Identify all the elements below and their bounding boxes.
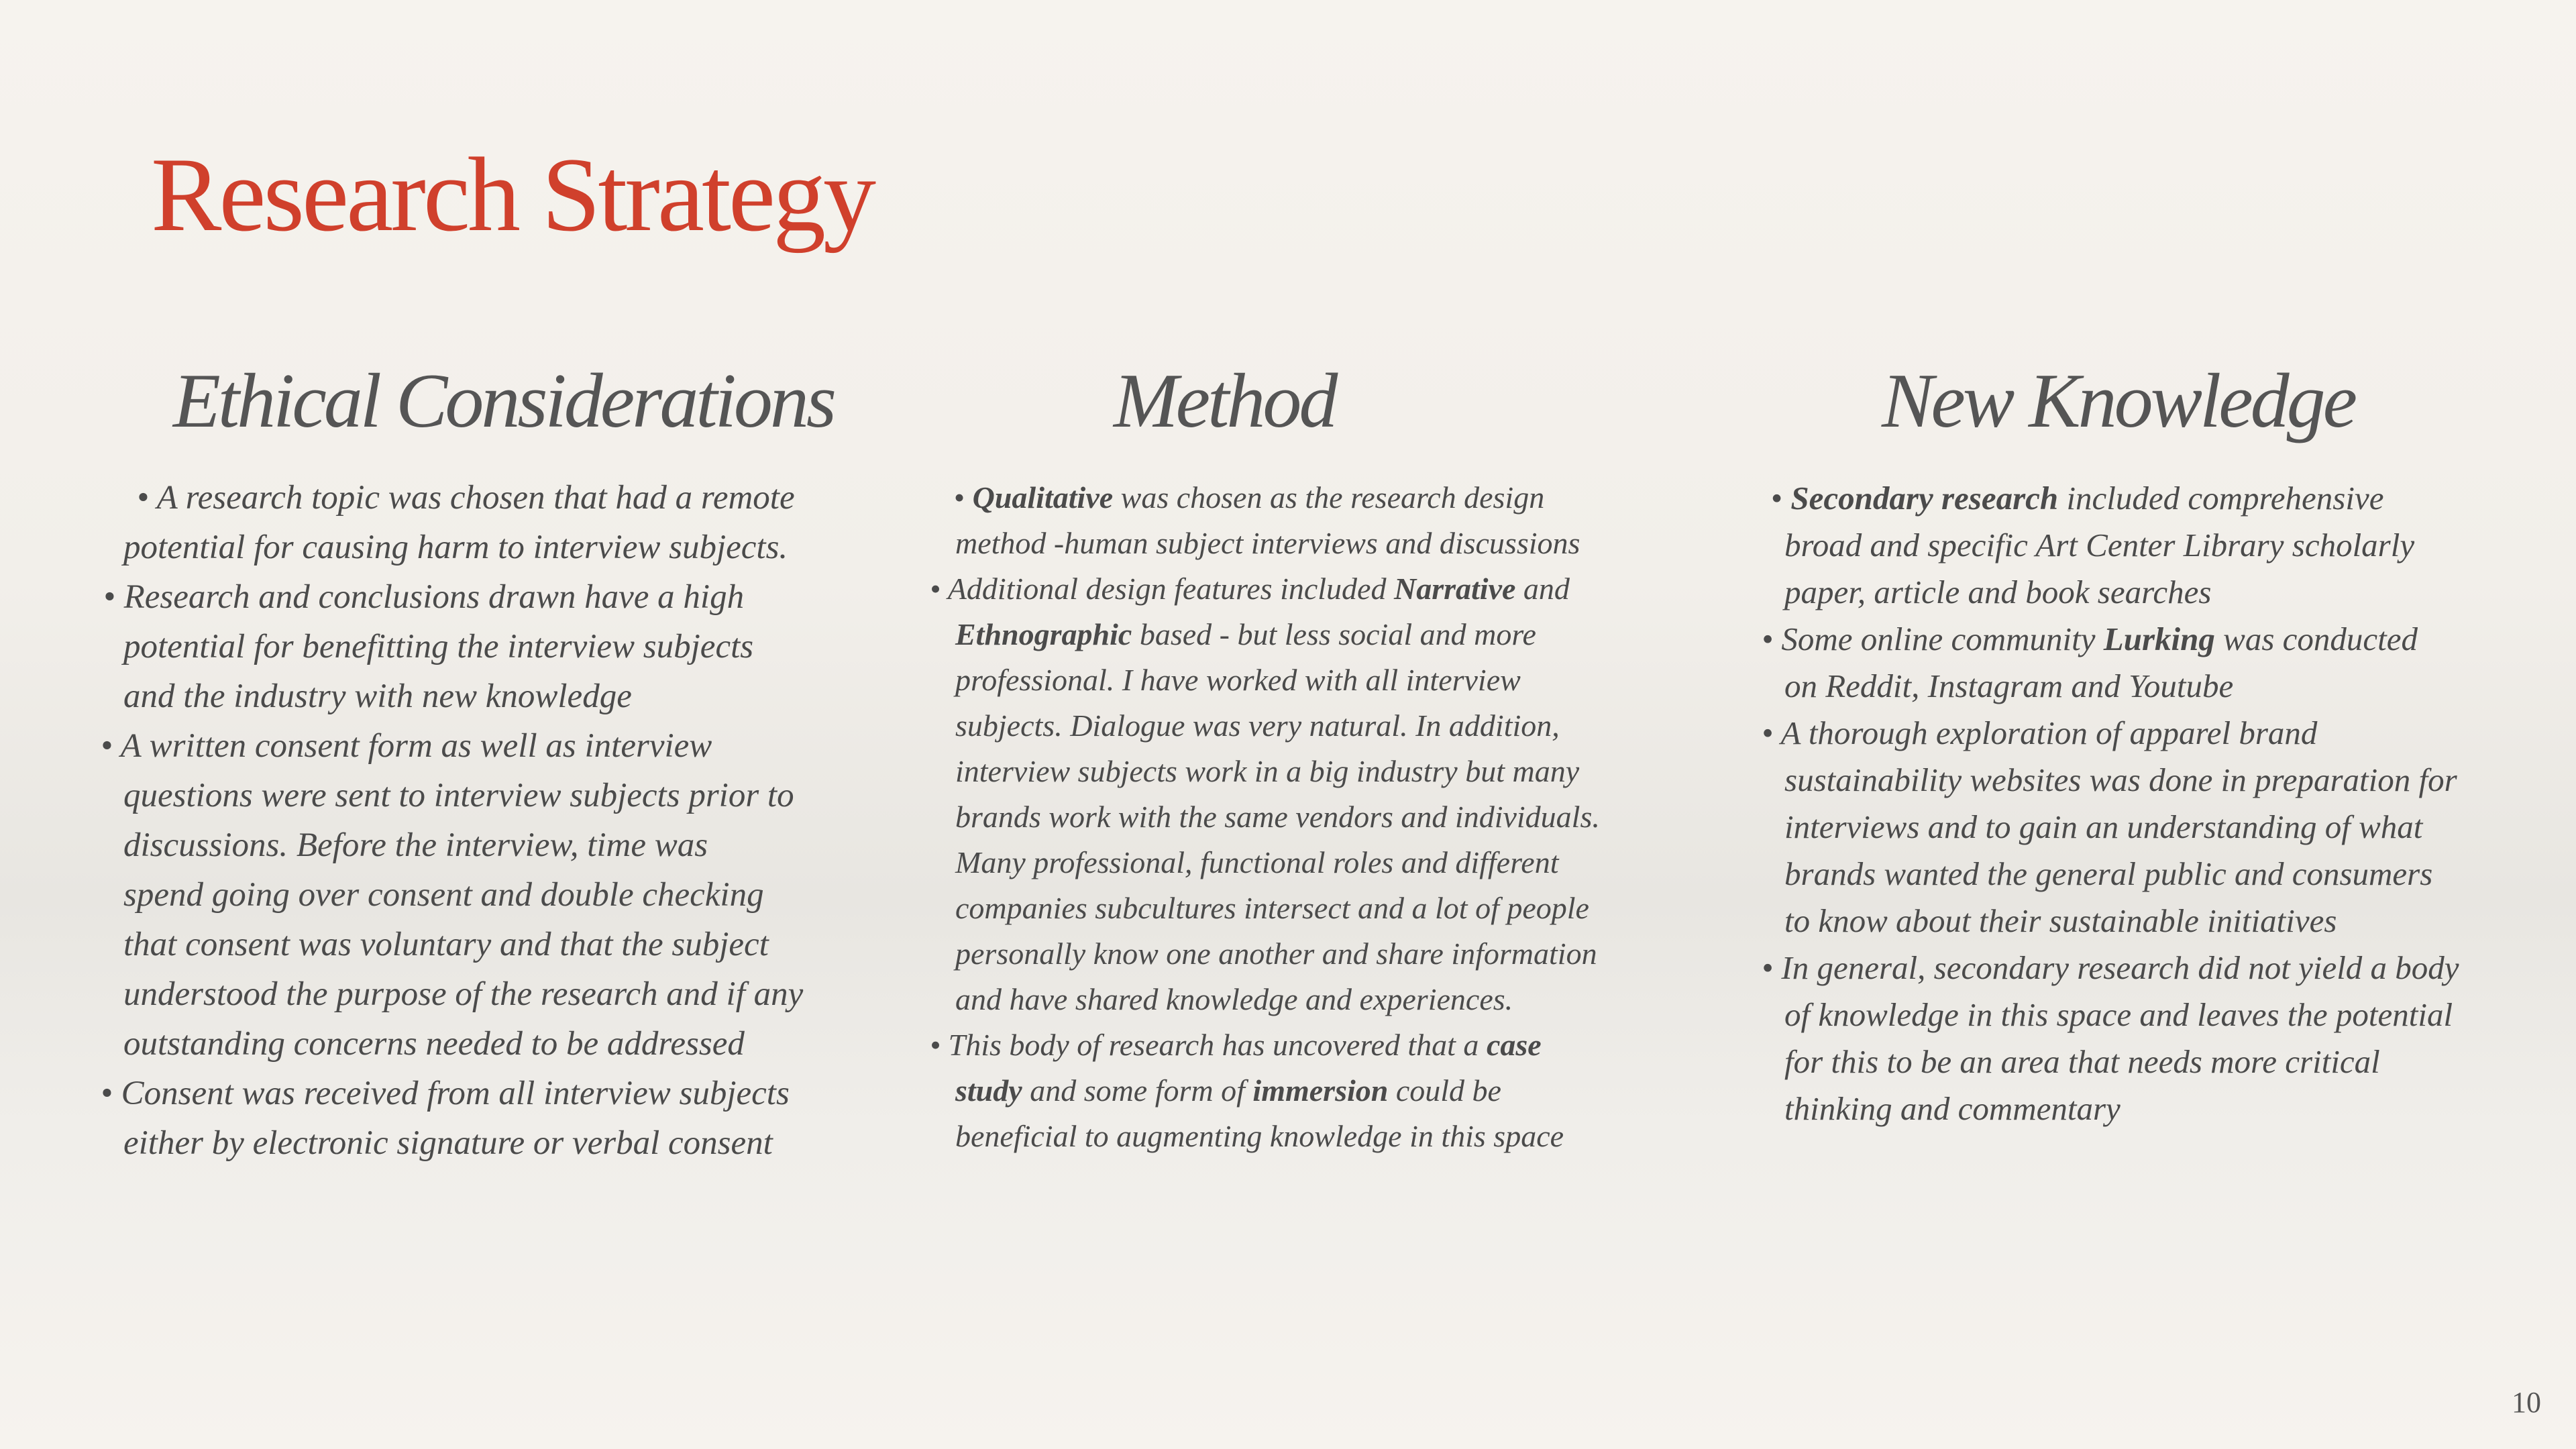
- bullet-text: was conducted: [2214, 621, 2418, 657]
- bullet-line: and the industry with new knowledge: [123, 678, 632, 715]
- new-knowledge-list: [1762, 475, 2522, 1132]
- bullet-line: personally know one another and share information: [955, 936, 1597, 971]
- bullet-line: subjects. Dialogue was very natural. In addition,: [955, 708, 1560, 743]
- bullet-line: • Qualitative was chosen as the research design: [954, 480, 1545, 515]
- bullet-line: • A written consent form as well as interview: [101, 727, 712, 765]
- bullet-line: companies subcultures intersect and a lot of people: [955, 891, 1589, 925]
- bullet-line: understood the purpose of the research and if any: [123, 975, 804, 1013]
- bullet-line: • Consent was received from all interview subjects: [101, 1075, 790, 1112]
- bullet-line: discussions. Before the interview, time was: [123, 826, 708, 864]
- bold-term: Narrative: [1393, 572, 1516, 606]
- new-knowledge-heading: New Knowledge: [1882, 358, 2355, 444]
- bullet-line: for this to be an area that needs more critical: [1784, 1043, 2380, 1080]
- page-number: 10: [2512, 1386, 2541, 1419]
- bullet-line: [930, 1022, 1693, 1068]
- bullet-text: could be: [1388, 1073, 1501, 1108]
- list-item: [101, 1069, 875, 1168]
- bullet-line: on Reddit, Instagram and Youtube: [1784, 667, 2234, 704]
- bullet-line: to know about their sustainable initiatives: [1784, 902, 2337, 939]
- method-heading: Method: [1114, 358, 1336, 444]
- bullet-line: thinking and commentary: [1784, 1090, 2121, 1127]
- bold-term: case: [1486, 1028, 1542, 1062]
- bullet-line: Many professional, functional roles and different: [955, 845, 1559, 879]
- bold-term: Ethnographic: [955, 617, 1132, 651]
- bullet-text: was chosen as the research design: [1113, 480, 1545, 515]
- method-list: [930, 475, 1693, 1159]
- list-item: [930, 1022, 1693, 1159]
- bullet-line: [930, 566, 1693, 612]
- bullet-text: and: [1515, 572, 1570, 606]
- bullet-line: potential for benefitting the interview subjects: [123, 628, 754, 665]
- bullet-line: broad and specific Art Center Library scholarly: [1784, 527, 2415, 564]
- bold-term: Secondary research: [1790, 480, 2059, 517]
- bullet-line: • A research topic was chosen that had a remote: [137, 479, 795, 517]
- list-item: [1762, 710, 2522, 945]
- bullet-text: • Some online community: [1762, 621, 2104, 657]
- list-item: [1762, 616, 2522, 710]
- bold-term: Lurking: [2103, 621, 2215, 657]
- bullet-line: either by electronic signature or verbal consent: [123, 1124, 773, 1162]
- bullet-line: potential for causing harm to interview subjects.: [123, 529, 788, 566]
- bullet-line: professional. I have worked with all interview: [955, 663, 1521, 697]
- bullet-line: • Secondary research included comprehensive: [1771, 480, 2384, 517]
- bold-term: immersion: [1252, 1073, 1389, 1108]
- bullet-line: questions were sent to interview subjects prior to: [123, 777, 794, 814]
- bullet-text: based - but less social and more: [1132, 617, 1536, 651]
- bullet-line: brands wanted the general public and consumers: [1784, 855, 2433, 892]
- list-item: [930, 566, 1693, 1022]
- bullet-text: included comprehensive: [2058, 480, 2384, 517]
- bullet-line: interviews and to gain an understanding of what: [1784, 808, 2423, 845]
- bullet-line: outstanding concerns needed to be addressed: [123, 1025, 745, 1063]
- bullet-line: • Research and conclusions drawn have a high: [103, 578, 745, 616]
- list-item: [955, 475, 1693, 566]
- list-item: [103, 572, 875, 721]
- bullet-text: and some form of: [1022, 1073, 1253, 1108]
- ethical-considerations-heading: Ethical Considerations: [173, 358, 834, 444]
- bullet-line: • A thorough exploration of apparel brand: [1762, 714, 2318, 751]
- bullet-line: [1762, 616, 2522, 663]
- bullet-line: [955, 612, 1693, 657]
- bullet-line: of knowledge in this space and leaves the potential: [1784, 996, 2453, 1033]
- list-item: [101, 721, 875, 1069]
- bold-term: Qualitative: [972, 480, 1114, 515]
- bullet-text: • Additional design features included: [930, 572, 1394, 606]
- bullet-text: • This body of research has uncovered that a: [930, 1028, 1487, 1062]
- ethical-considerations-list: [101, 473, 875, 1168]
- bullet-line: interview subjects work in a big industry but many: [955, 754, 1580, 788]
- bullet-line: brands work with the same vendors and individuals.: [955, 800, 1600, 834]
- bold-term: study: [955, 1073, 1022, 1108]
- bullet-line: paper, article and book searches: [1784, 574, 2212, 610]
- slide-title: Research Strategy: [151, 136, 874, 254]
- bullet-line: beneficial to augmenting knowledge in this space: [955, 1119, 1564, 1153]
- list-item: [1771, 475, 2522, 616]
- bullet-line: [955, 1068, 1693, 1114]
- list-item: [1762, 945, 2522, 1132]
- bullet-line: sustainability websites was done in preparation for: [1784, 761, 2457, 798]
- list-item: [123, 473, 875, 572]
- bullet-line: • In general, secondary research did not yield a body: [1762, 949, 2459, 986]
- bullet-line: that consent was voluntary and that the subject: [123, 926, 769, 963]
- bullet-line: method -human subject interviews and discussions: [955, 526, 1580, 560]
- bullet-line: spend going over consent and double checking: [123, 876, 764, 914]
- bullet-line: and have shared knowledge and experiences.: [955, 982, 1513, 1016]
